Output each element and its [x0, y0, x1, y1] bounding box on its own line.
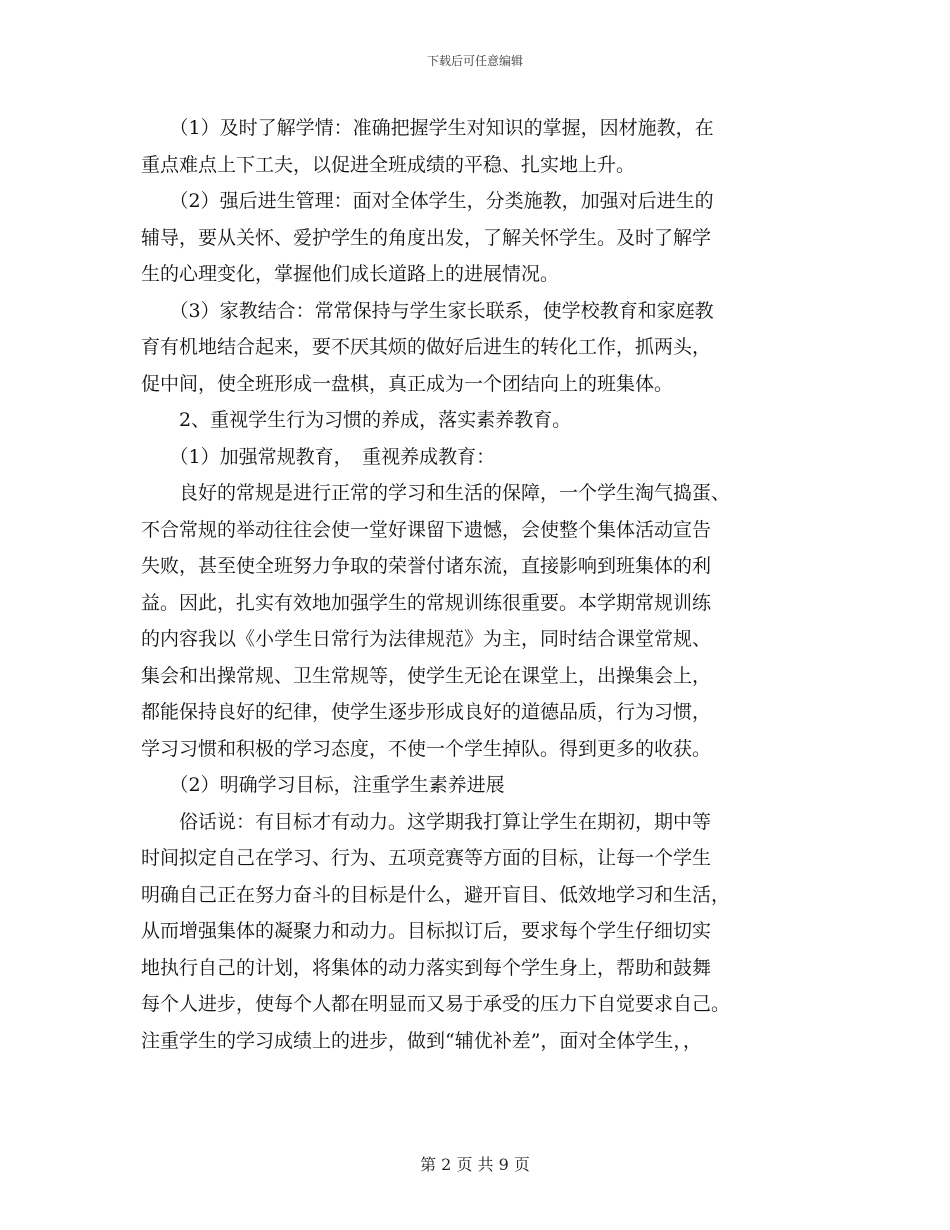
text-line: （3）家教结合：常常保持与学生家长联系，使学校教育和家庭教 [141, 299, 714, 322]
text-line: 重点难点上下工夫，以促进全班成绩的平稳、扎实地上升。 [141, 153, 636, 176]
page-header: 下载后可任意编辑 [426, 54, 523, 68]
section-heading: 2、重视学生行为习惯的养成，落实素养教育。 [141, 409, 572, 431]
text-line: 时间拟定自己在学习、行为、五项竞赛等方面的目标，让每一个学生 [141, 847, 712, 869]
text-line: 良好的常规是进行正常的学习和生活的保障，一个学生淘气捣蛋、 [141, 482, 731, 504]
text-line: 不合常规的举动往往会使一堂好课留下遗憾，会使整个集体活动宣告 [141, 518, 712, 541]
text-line: 从而增强集体的凝聚力和动力。目标拟订后，要求每个学生仔细切实 [141, 920, 712, 942]
text-line: 促中间，使全班形成一盘棋，真正成为一个团结向上的班集体。 [141, 372, 674, 395]
text-line: （2）强后进生管理：面对全体学生，分类施教，加强对后进生的 [141, 190, 714, 212]
text-line: 生的心理变化，掌握他们成长道路上的进展情况。 [141, 263, 560, 285]
text-line: 明确自己正在努力奋斗的目标是什么，避开盲目、低效地学习和生活， [141, 883, 731, 906]
text-line: 都能保持良好的纪律，使学生逐步形成良好的道德品质，行为习惯， [141, 701, 712, 723]
subsection-heading: （2）明确学习目标，注重学生素养进展 [141, 774, 505, 796]
text-line: 失败，甚至使全班努力争取的荣誉付诸东流，直接影响到班集体的利 [141, 555, 712, 577]
text-line: 辅导，要从关怀、爱护学生的角度出发，了解关怀学生。及时了解学 [141, 226, 712, 249]
subsection-heading: （1）加强常规教育， 重视养成教育： [141, 445, 496, 468]
text-line: 学习习惯和积极的学习态度，不使一个学生掉队。得到更多的收获。 [141, 737, 712, 760]
page-number-footer: 第 2 页 共 9 页 [420, 1155, 530, 1174]
text-line: 注重学生的学习成绩上的进步，做到“辅优补差”，面对全体学生，， [141, 1029, 702, 1052]
text-line: 集会和出操常规、卫生常规等，使学生无论在课堂上，出操集会上， [141, 664, 712, 687]
text-line: 地执行自己的计划，将集体的动力落实到每个学生身上，帮助和鼓舞 [141, 956, 712, 979]
text-line: 每个人进步，使每个人都在明显而又易于承受的压力下自觉要求自己。 [141, 993, 731, 1015]
text-line: 益。因此，扎实有效地加强学生的常规训练很重要。本学期常规训练 [141, 591, 712, 614]
document-body [141, 110, 813, 1059]
text-line: 的内容我以《小学生日常行为法律规范》为主，同时结合课堂常规、 [141, 628, 712, 650]
text-line: 育有机地结合起来，要不厌其烦的做好后进生的转化工作，抓两头， [141, 336, 712, 358]
text-line: 俗话说：有目标才有动力。这学期我打算让学生在期初，期中等 [141, 810, 712, 833]
text-line: （1）及时了解学情：准确把握学生对知识的掌握，因材施教，在 [141, 117, 714, 139]
